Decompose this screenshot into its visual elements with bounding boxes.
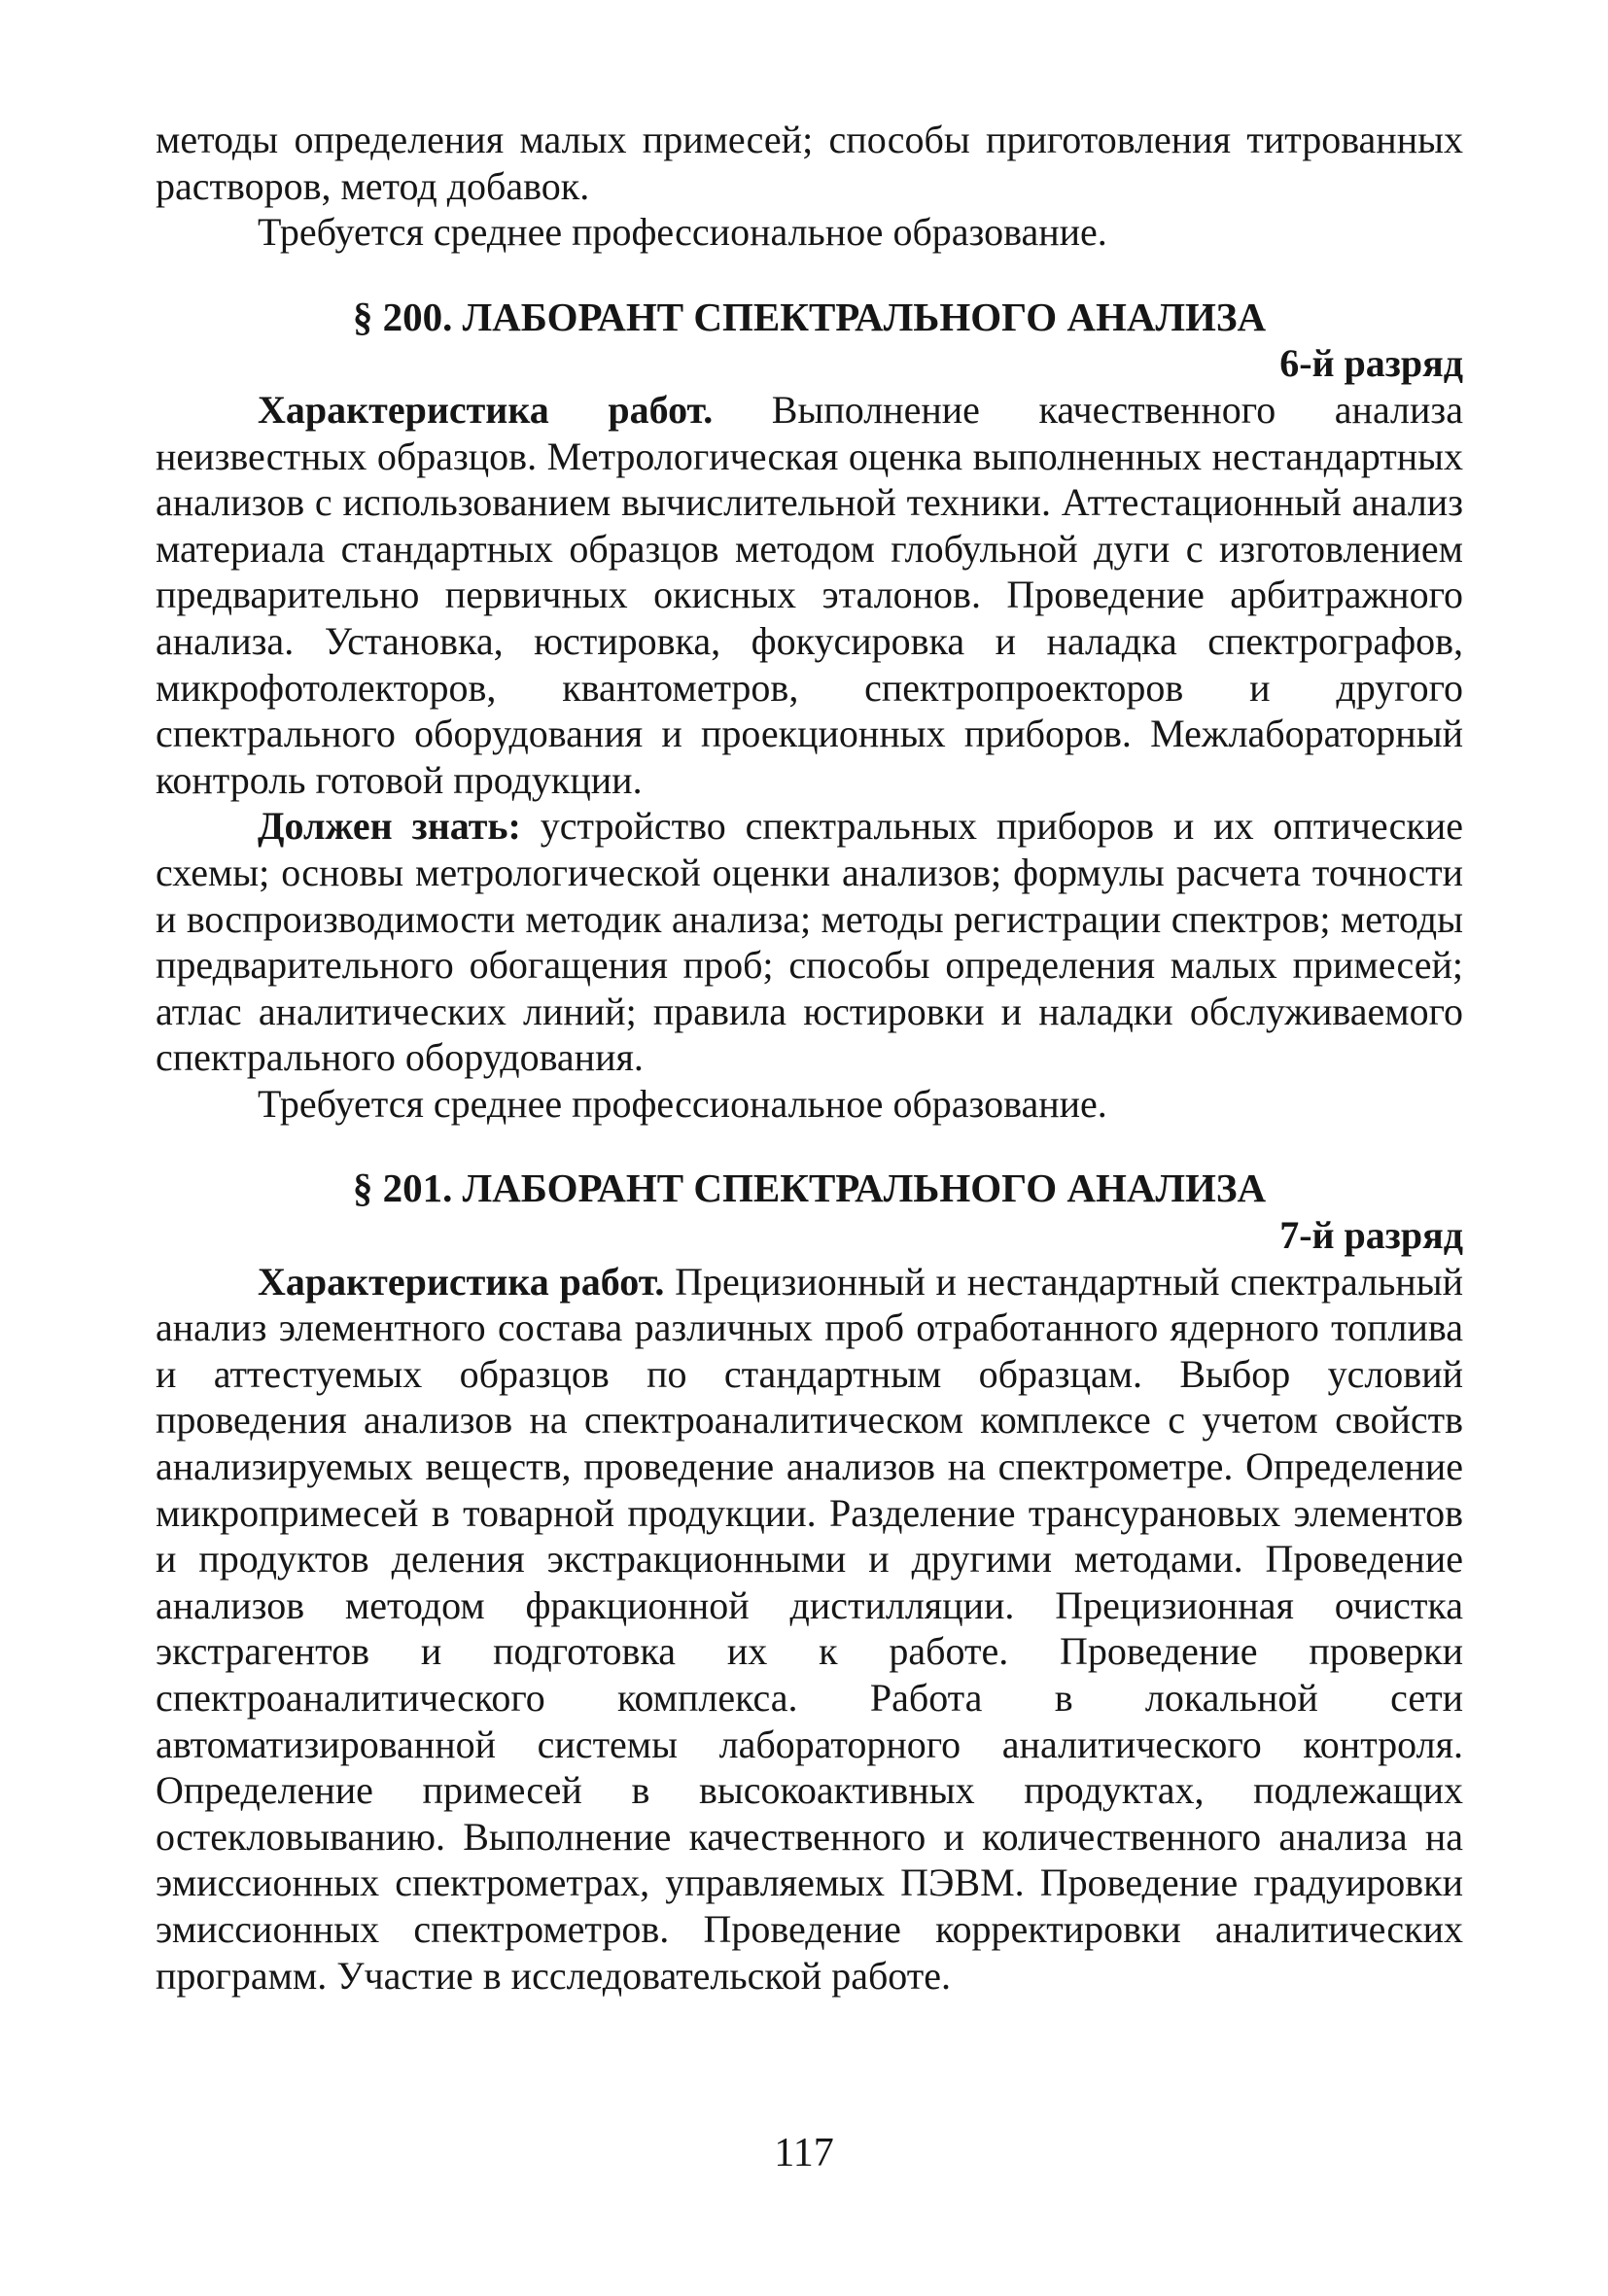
section-200-grade: 6-й разряд: [1279, 341, 1463, 386]
page-body: [156, 117, 1463, 1999]
intro-requirement: Требуется среднее профессиональное образование.: [258, 210, 1107, 255]
section-200-characteristics: [156, 387, 1463, 803]
section-201-heading: § 201. ЛАБОРАНТ СПЕКТРАЛЬНОГО АНАЛИЗА: [352, 1165, 1267, 1211]
page-number: 117: [774, 2131, 834, 2175]
section-201-characteristics-lead: Характеристика работ.: [258, 1259, 665, 1304]
intro-paragraph: методы определения малых примесей; способы приготовления титрованных растворов, метод добавок.: [156, 118, 1463, 208]
section-200-knowledge-text: устройство спектральных приборов и их оптические схемы; основы метрологической оценки анализов; формулы расчета точности и воспроизводимости методик анализа; методы регистрации спектров; методы предварительного обогащения проб; способы определения малых примесей; атлас аналитических линий; правила юстировки и наладки обслуживаемого спектрального оборудования.: [156, 804, 1463, 1080]
section-200-knowledge-lead: Должен знать:: [258, 804, 521, 849]
section-201-characteristics: [156, 1259, 1463, 2000]
section-200-characteristics-lead: Характеристика работ.: [258, 387, 714, 432]
section-201-characteristics-text: Прецизионный и нестандартный спектральный анализ элементного состава различных проб отработанного ядерного топлива и аттестуемых образцов по стандартным образцам. Выбор условий проведения анализов на спектроаналитическом комплексе с учетом свойств анализируемых веществ, проведение анализов на спектрометре. Определение микропримесей в товарной продукции. Разделение трансурановых элементов и продуктов деления экстракционными и другими методами. Проведение анализов методом фракционной дистилляции. Прецизионная очистка экстрагентов и подготовка их к работе. Проведение проверки спектроаналитического комплекса. Работа в локальной сети автоматизированной системы лабораторного аналитического контроля. Определение примесей в высокоактивных продуктах, подлежащих остекловыванию. Выполнение качественного и количественного анализа на эмиссионных спектрометрах, управляемых ПЭВМ. Проведение градуировки эмиссионных спектрометров. Проведение корректировки аналитических программ. Участие в исследовательской работе.: [156, 1259, 1463, 1998]
section-200-knowledge: [156, 803, 1463, 1081]
section-201-grade: 7-й разряд: [1279, 1213, 1463, 1258]
section-200-heading: § 200. ЛАБОРАНТ СПЕКТРАЛЬНОГО АНАЛИЗА: [352, 294, 1267, 339]
section-200-requirement: Требуется среднее профессиональное образование.: [258, 1081, 1107, 1126]
section-200-characteristics-text: Выполнение качественного анализа неизвестных образцов. Метрологическая оценка выполненных нестандартных анализов с использованием вычислительной техники. Аттестационный анализ материала стандартных образцов методом глобульной дуги с изготовлением предварительно первичных окисных эталонов. Проведение арбитражного анализа. Установка, юстировка, фокусировка и наладка спектрографов, микрофотолекторов, квантометров, спектропроекторов и другого спектрального оборудования и проекционных приборов. Межлабораторный контроль готовой продукции.: [156, 387, 1463, 802]
